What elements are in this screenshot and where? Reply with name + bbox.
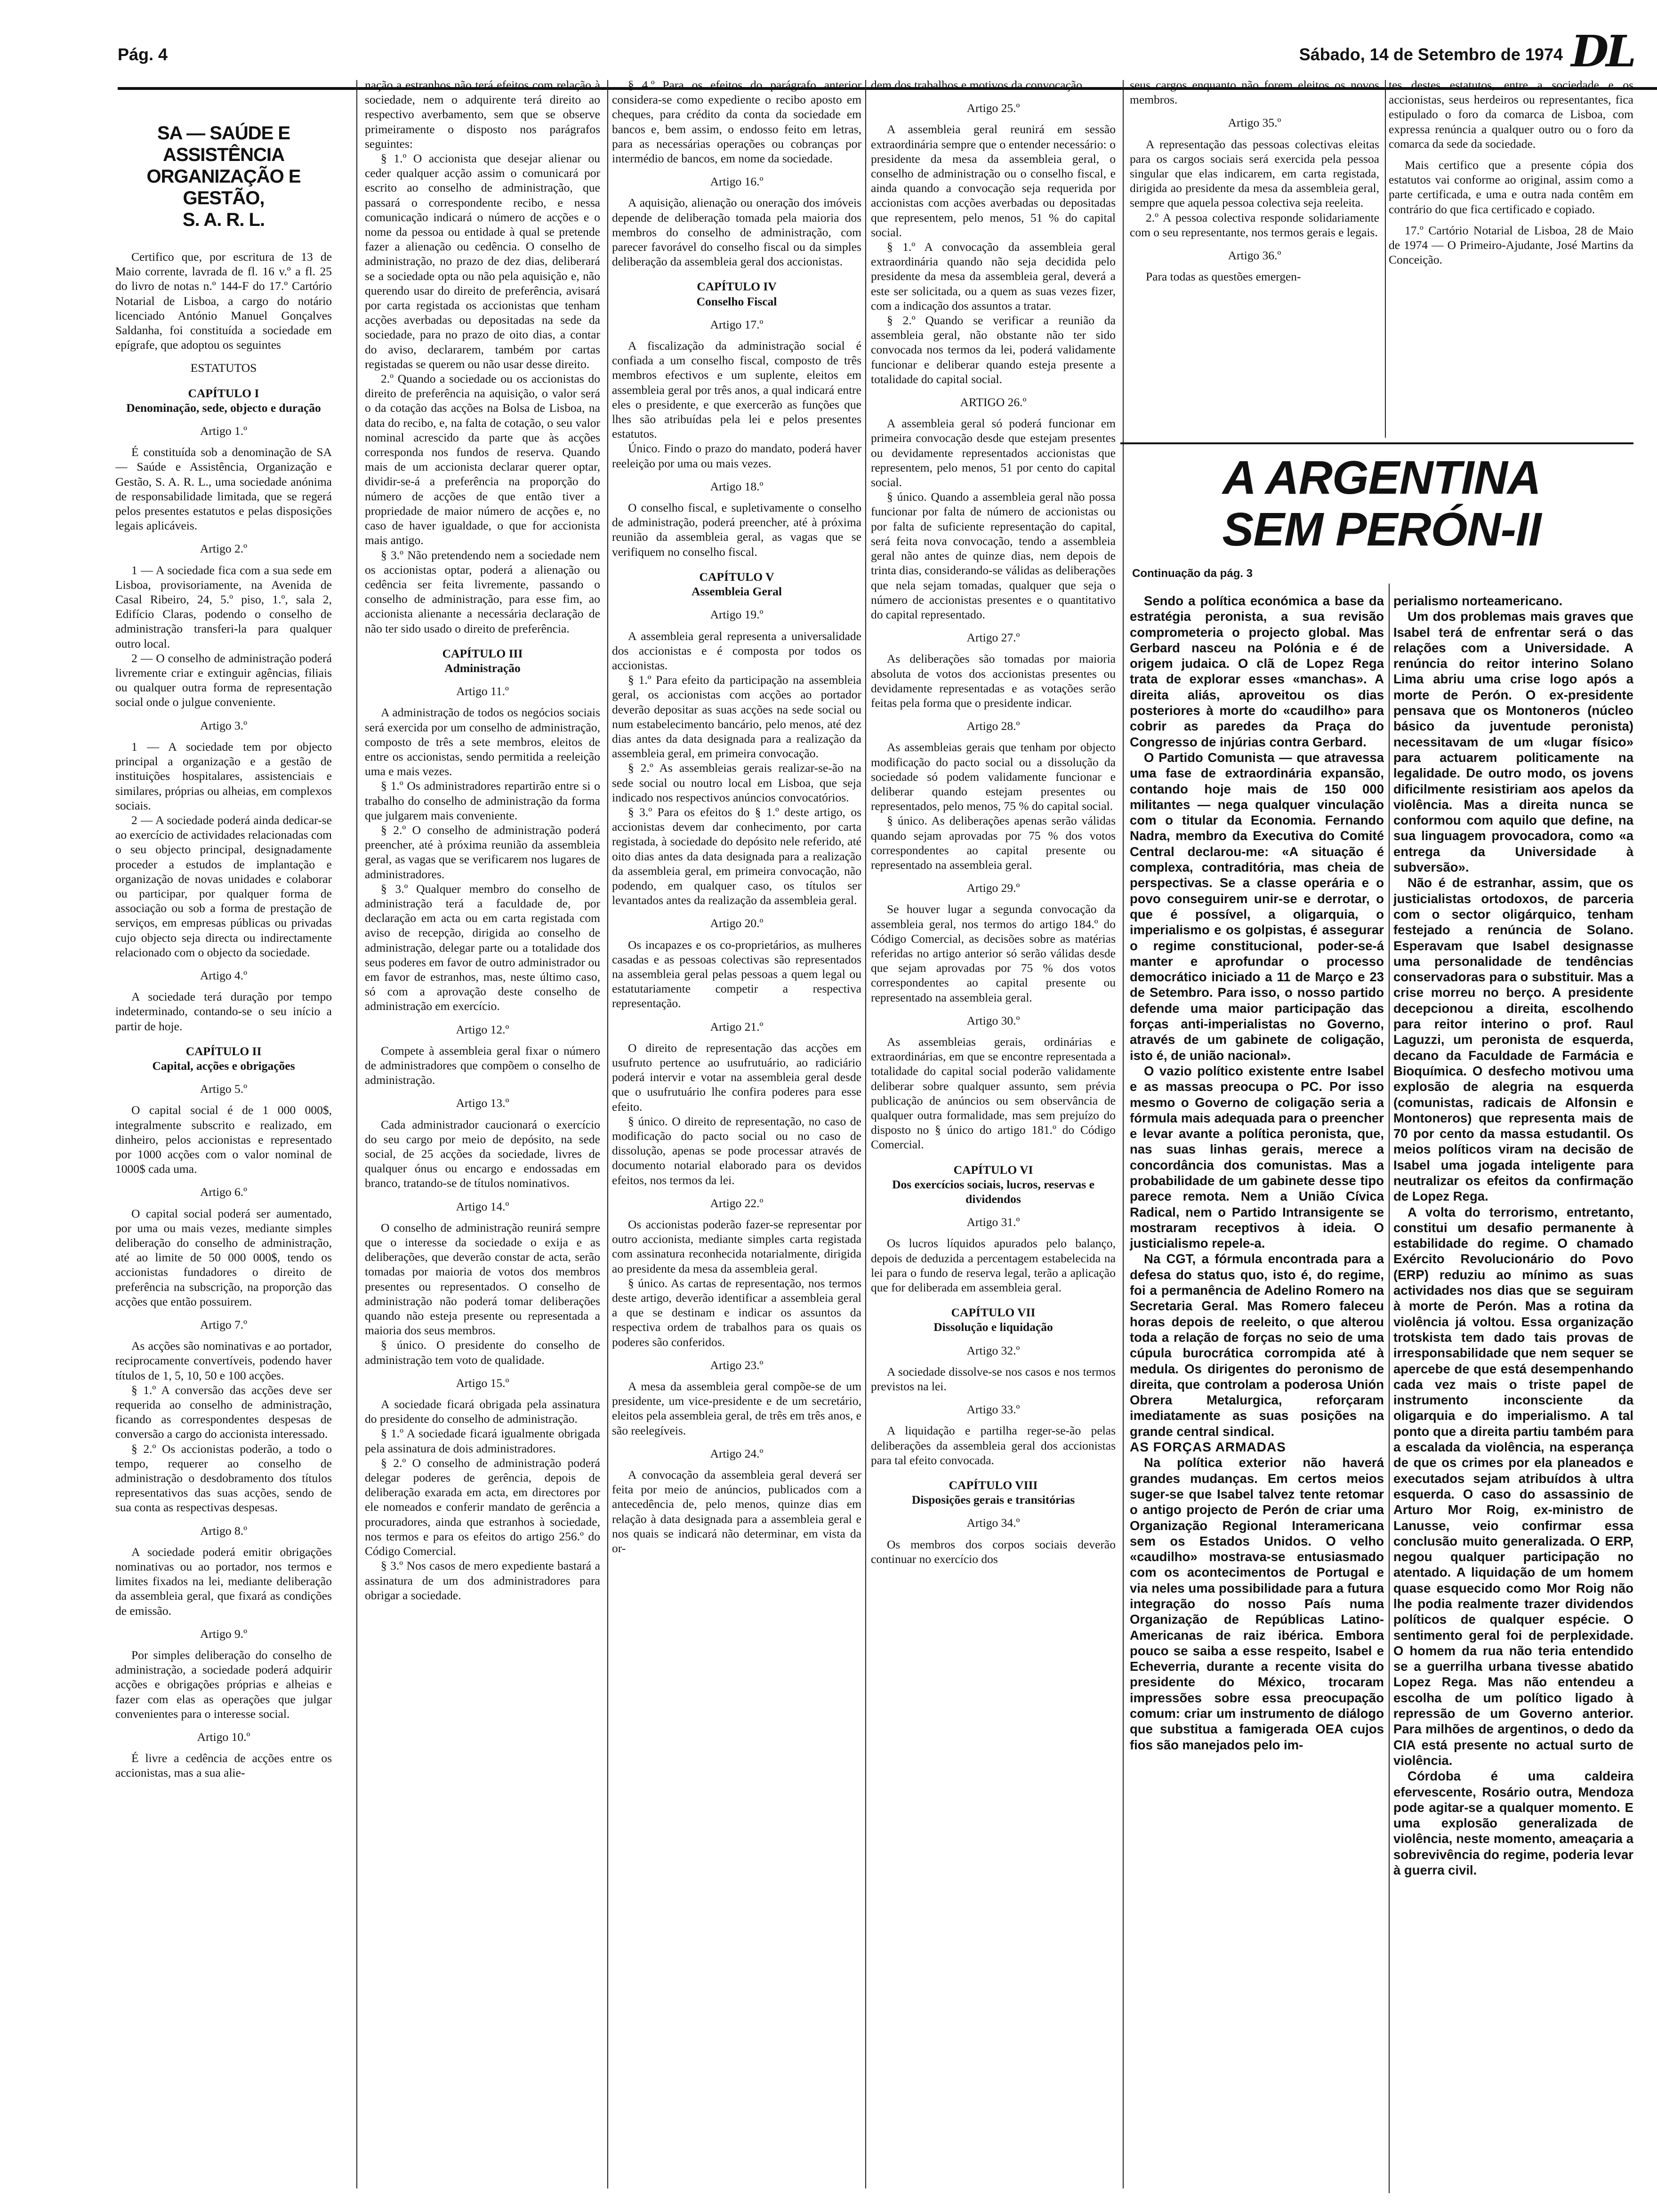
chapter-subtitle: Conselho Fiscal bbox=[696, 294, 777, 308]
article-text: Os membros dos corpos sociais deverão continuar no exercício dos bbox=[871, 1537, 1116, 1566]
article-paragraph: O vazio político existente entre Isabel e as massas preocupa o PC. Por isso mesmo o Governo de coligação seria a fórmula mais adequada para o preencher e levar avante a política peronista, que, nas suas linhas gerais, merece a concordância dos comunistas. Mas a probabilidade de um gabinete desse tipo parece remota. Nem a União Cívica Radical, nem o Partido Intransigente se mostraram receptivos à ideia. O justicialismo repele-a. bbox=[1130, 1063, 1384, 1251]
article-text: O direito de representação das acções em usufruto pertence ao usufrutuário, ao radiciário poderá intervir e votar na assembleia geral desde que o usufrutuário lhe confira poderes para esse efeito. bbox=[612, 1041, 861, 1114]
estatutos-heading: ESTATUTOS bbox=[190, 361, 257, 375]
article-paragraph: Não é de estranhar, assim, que os justicialistas ortodoxos, de parceria com o sector oligárquico, tenham festejado a renúncia de Solano. Esperavam que Isabel designasse uma personalidade de tendências conservadoras para o substituir. Mas a crise morreu no berço. A presidente decepcionou a direita, escolhendo para reitor interino o prof. Raul Laguzzi, um peronista de esquerda, decano da Faculdade de Farmácia e Bioquímica. O desfecho motivou uma explosão de alegria na esquerda (comunistas, radicais de Alfonsin e Montoneros) que representa mais de 70 por cento da massa estudantil. Os meios políticos viram na decisão de Isabel uma jogada inteligente para neutralizar os efeitos da confirmação de Lopez Rega. bbox=[1393, 875, 1633, 1204]
article-heading: Artigo 2.º bbox=[200, 542, 247, 556]
article-heading: Artigo 34.º bbox=[966, 1516, 1020, 1530]
article-heading: Artigo 35.º bbox=[1228, 116, 1281, 130]
article-text: Compete à assembleia geral fixar o número de administradores que compõem o conselho de administração. bbox=[365, 1043, 600, 1087]
article-text: § único. O presidente do conselho de administração tem voto de qualidade. bbox=[365, 1338, 600, 1367]
article-text: A sociedade poderá emitir obrigações nominativas ou ao portador, nos termos e limites fixados na lei, mediante deliberação da assembleia geral, que fixará as condições de emissão. bbox=[115, 1545, 332, 1618]
article-text: A liquidação e partilha reger-se-ão pelas deliberações da assembleia geral dos accionistas para tal efeito convocada. bbox=[871, 1424, 1116, 1467]
article-text: nação a estranhos não terá efeitos com relação à sociedade, nem o adquirente terá direito ao respectivo averbamento, sem que se observe primeiramente o disposto nos parágrafos seguintes: bbox=[365, 78, 600, 151]
article-text: As assembleias gerais que tenham por objecto modificação do pacto social ou a dissolução da sociedade só podem validamente funcionar e deliberar quando estejam presentes ou representados, pelo menos, 75 % do capital social. bbox=[871, 740, 1116, 813]
article-heading: Artigo 6.º bbox=[200, 1185, 247, 1199]
statutes-column-6 bbox=[1389, 78, 1633, 501]
chapter-subtitle: Administração bbox=[444, 661, 521, 675]
article-heading: Artigo 25.º bbox=[966, 101, 1020, 115]
article-text: O conselho de administração reunirá sempre que o interesse da sociedade o exija e as deliberações, que deverão constar de acta, serão tomadas por maioria de votos dos membros presentes ou representados. O conselho de administração não poderá tomar deliberações quando não esteja presente ou representada a maioria dos seus membros. bbox=[365, 1220, 600, 1338]
statutes-column-2 bbox=[365, 78, 600, 2186]
chapter-subtitle: Disposições gerais e transitórias bbox=[911, 1493, 1075, 1507]
article-text: § 1.º O accionista que desejar alienar ou ceder qualquer acção assim o comunicará por escrito ao conselho de administração, que passará o correspondente recibo, e nessa comunicação indicará o número de acções e o nome da pessoa ou entidade à qual se pretende fazer a alienação ou cedência. O conselho de administração, no prazo de dez dias, deliberará se a sociedade opta ou não pela aquisição e, não querendo usar do direito de preferência, avisará por carta registada os accionistas que tenham acções averbadas ou depositadas na sede da sociedade, para no prazo de oito dias, a contar do aviso, declararem, também por cartas registadas se querem ou não usar desse direito. bbox=[365, 152, 600, 371]
article-column-left bbox=[1130, 593, 1384, 2203]
article-text: As deliberações são tomadas por maioria absoluta de votos dos accionistas presentes ou devidamente representadas e as votações serão feitas pela forma que o presidente indicar. bbox=[871, 652, 1116, 710]
article-heading: Artigo 28.º bbox=[966, 719, 1020, 733]
article-text: As assembleias gerais, ordinárias e extraordinárias, em que se encontre representada a totalidade do capital social poderão validamente deliberar sobre qualquer assunto, sem prévia publicação de anúncios ou sem observância de qualquer outra formalidade, mas sem prejuízo do disposto no § único do artigo 181.º do Código Comercial. bbox=[871, 1034, 1116, 1152]
article-paragraph: Córdoba é uma caldeira efervescente, Rosário outra, Mendoza pode agitar-se a qualquer momento. E uma explosão generalizada de violência, neste momento, ameaçaria a sobrevivência do regime, poderia levar à guerra civil. bbox=[1393, 1769, 1633, 1878]
article-heading: Artigo 24.º bbox=[710, 1446, 764, 1460]
article-text: A mesa da assembleia geral compõe-se de um presidente, um vice-presidente e de um secretário, eleitos pela assembleia geral, de três em três anos, e são reelegíveis. bbox=[612, 1379, 861, 1437]
notary-signature: 17.º Cartório Notarial de Lisboa, 28 de Maio de 1974 — O Primeiro-Ajudante, José Martins da Conceição. bbox=[1389, 223, 1633, 267]
article-text: 2 — A sociedade poderá ainda dedicar-se ao exercício de actividades relacionadas com o seu objecto principal, designadamente proceder a estudos de implantação e organização de novas unidades e colaborar ou participar, por qualquer forma de associação ou sob a forma de prestação de serviços, em empresas públicas ou privadas cujo objecto seja directa ou indirectamente relacionado com o objecto da sociedade. bbox=[115, 813, 332, 959]
column-divider bbox=[1389, 584, 1390, 2193]
article-heading: Artigo 4.º bbox=[200, 968, 247, 982]
article-text: A assembleia geral representa a universalidade dos accionistas e é composta por todos os accionistas. bbox=[612, 629, 861, 672]
article-text: seus cargos enquanto não forem eleitos os novos membros. bbox=[1130, 78, 1379, 107]
chapter-subtitle: Dos exercícios sociais, lucros, reservas e dividendos bbox=[892, 1177, 1094, 1206]
column-divider bbox=[1385, 80, 1386, 438]
article-text: § 2.º O conselho de administração poderá preencher, até à próxima reunião da assembleia geral, as vagas que se verificarem nos lugares de administradores. bbox=[365, 823, 600, 881]
article-heading: Artigo 9.º bbox=[200, 1627, 247, 1641]
article-heading: Artigo 5.º bbox=[200, 1082, 247, 1096]
article-heading: Artigo 22.º bbox=[710, 1196, 764, 1210]
article-text: A representação das pessoas colectivas eleitas para os cargos sociais será exercida pela pessoa singular que elas indicarem, em carta registada, dirigida ao presidente da mesa da assembleia geral, sempre que aquela pessoa colectiva seja reeleita. bbox=[1130, 137, 1379, 210]
article-text: Mais certifico que a presente cópia dos estatutos vai conforme ao original, assim como a parte certificada, e uma e outra nada contêm em contrário do que fica certificado e copiado. bbox=[1389, 158, 1633, 216]
article-text: É constituída sob a denominação de SA — Saúde e Assistência, Organização e Gestão, S. A. R. L., uma sociedade anónima de responsabilidade limitada, que se regerá pelos presentes estatutos e pelas disposições legais aplicáveis. bbox=[115, 445, 332, 533]
article-text: § 3.º Qualquer membro do conselho de administração terá a faculdade de, por declaração em acta ou em carta registada com aviso de recepção, dirigida ao conselho de administração, delegar parte ou a totalidade dos seus poderes em favor de outro administrador ou em favor de estranhos, mas, neste último caso, só com a aprovação deste conselho de administração em exercício. bbox=[365, 882, 600, 1013]
article-heading: Artigo 17.º bbox=[710, 317, 764, 331]
article-paragraph: Na CGT, a fórmula encontrada para a defesa do status quo, isto é, do regime, foi a permanência de Adelino Romero na Secretaria Geral. Mas Romero faleceu horas depois de reeleito, o que alterou toda a relação de forças no seio de uma cúpula burocrática corrompida até à medula. Os dirigentes do peronismo de direita, que controlam a poderosa Unión Obrera Metalurgica, reforçaram imediatamente as suas posições na grande central sindical. bbox=[1130, 1251, 1384, 1439]
column-divider bbox=[607, 80, 608, 2188]
article-text: 2.º Quando a sociedade ou os accionistas do direito de preferência na aquisição, o valor será o da cotação das acções na Bolsa de Lisboa, na data do recibo, e, na falta de cotação, o seu valor nominal acrescido da parte que às acções corresponda nos fundos de reserva. Quando mais de um accionista declarar querer optar, dividir-se-á a preferência na proporção do número de acções de que então tiver a propriedade de maior número de acções e, no caso de haver igualdade, o que for accionista mais antigo. bbox=[365, 372, 600, 547]
chapter-heading: CAPÍTULO IV bbox=[697, 280, 777, 294]
article-text: § 2.º As assembleias gerais realizar-se-ão na sede social ou noutro local em Lisboa, que seja indicado nos respectivos anúncios convocatórios. bbox=[612, 761, 861, 804]
article-heading: Artigo 21.º bbox=[710, 1019, 764, 1034]
article-paragraph: A volta do terrorismo, entretanto, constitui um desafio permanente à estabilidade do regime. O chamado Exército Revolucionário do Povo (ERP) reduziu ao mínimo as suas actividades nos dias que se seguiram à morte de Perón. Mas a rotina da violência já voltou. Essa organização trotskista tem dado tais provas de irresponsabilidade que nem sequer se apercebe de que está desempenhando cada vez mais o triste papel de instrumento inconsciente da oligarquia e do imperialismo. A tal ponto que a direita partiu também para a escalada da violência, na esperança de que os crimes por ela planeados e executados sejam atribuídos à ultra esquerda. O caso do assassinio de Arturo Mor Roig, ex-ministro de Lanusse, veio confirmar essa conclusão muito generalizada. O ERP, negou qualquer participação no atentado. A liquidação de um homem quase esquecido como Mor Roig não lhe podia realmente trazer dividendos políticos de qualquer espécie. O sentimento geral foi de perplexidade. O homem da rua não teria entendido se a guerrilha urbana tivesse abatido Lopez Rega. Mas não entendeu a escolha de um político ligado à repressão de um Governo anterior. Para milhões de argentinos, o dedo da CIA está presente no actual surto de violência. bbox=[1393, 1204, 1633, 1768]
article-text: A sociedade ficará obrigada pela assinatura do presidente do conselho de administração. bbox=[365, 1397, 600, 1426]
article-text: Cada administrador caucionará o exercício do seu cargo por meio de depósito, na sede social, de 25 acções da sociedade, livres de qualquer ónus ou encargo e endossadas em branco, tratando-se de títulos nominativos. bbox=[365, 1117, 600, 1190]
article-heading: Artigo 19.º bbox=[710, 608, 764, 622]
article-heading: Artigo 18.º bbox=[710, 479, 764, 493]
article-text: § 4.º Para os efeitos do parágrafo anterior considera-se como expediente o recibo aposto em cheques, para crédito da conta da sociedade em bancos e, bem assim, o endosso feito em letras, para as necessárias operações ou cobranças por intermédio de bancos, em nome da sociedade. bbox=[612, 78, 861, 166]
article-text: § 1.º A convocação da assembleia geral extraordinária quando não seja decidida pelo presidente da mesa da assembleia geral, deverá a este ser solicitada, ou a quem as suas vezes fizer, com a indicação dos assuntos a tratar. bbox=[871, 240, 1116, 313]
article-text: Os lucros líquidos apurados pelo balanço, depois de deduzida a percentagem estabelecida na lei para o fundo de reserva legal, terão a aplicação que for deliberada em assembleia geral. bbox=[871, 1236, 1116, 1295]
article-text: As acções são nominativas e ao portador, reciprocamente convertíveis, podendo haver títulos de 1, 5, 10, 50 e 100 acções. bbox=[115, 1339, 332, 1382]
article-text: O capital social poderá ser aumentado, por uma ou mais vezes, mediante simples deliberação do conselho de administração, até ao limite de 50 000 000$, tendo os accionistas fundadores o direito de preferência na subscrição, na proporção das acções que então possuirem. bbox=[115, 1206, 332, 1308]
article-paragraph: Sendo a política económica a base da estratégia peronista, a sua revisão comprometeria o projecto global. Mas Gerbard nasceu na Polónia e é de origem judaica. O clã de Lopez Rega trata de explorar esses «manchas». A direita aliás, aproveitou os dias posteriores à morte do «caudilho» para cobrir as paredes da Praça do Congresso de injúrias contra Gerbard. bbox=[1130, 593, 1384, 749]
statutes-column-5 bbox=[1130, 78, 1379, 464]
article-text: § 3.º Nos casos de mero expediente bastará a assinatura de um dos administradores para obrigar a sociedade. bbox=[365, 1559, 600, 1602]
chapter-heading: CAPÍTULO VII bbox=[951, 1306, 1036, 1320]
article-heading: Artigo 8.º bbox=[200, 1523, 247, 1538]
article-heading: Artigo 23.º bbox=[710, 1358, 764, 1372]
continuation-note: Continuação da pág. 3 bbox=[1132, 567, 1253, 580]
chapter-heading: CAPÍTULO I bbox=[188, 386, 259, 400]
intro-text: Certifico que, por escritura de 13 de Maio corrente, lavrada de fl. 16 v.º a fl. 25 do livro de notas n.º 144-F do 17.º Cartório Notarial de Lisboa, a cargo do notário licenciado António Manuel Gonçalves Saldanha, foi constituída a sociedade em epígrafe, que adoptou os seguintes bbox=[115, 250, 332, 352]
article-text: Os incapazes e os co-proprietários, as mulheres casadas e as pessoas colectivas são representados na assembleia geral pelas pessoas a quem legal ou estatutariamente competir a respectiva representação. bbox=[612, 938, 861, 1010]
article-text: § único. As deliberações apenas serão válidas quando sejam aprovadas por 75 % dos votos correspondentes ao capital presente ou representado na assembleia geral. bbox=[871, 814, 1116, 872]
chapter-subtitle: Capital, acções e obrigações bbox=[152, 1058, 295, 1073]
article-text: § 2.º Os accionistas poderão, a todo o tempo, requerer ao conselho de administração o desdobramento dos títulos representativos das suas acções, sendo de sua conta as respectivas despesas. bbox=[115, 1442, 332, 1515]
article-heading: Artigo 16.º bbox=[710, 175, 764, 189]
article-heading: Artigo 13.º bbox=[456, 1096, 509, 1110]
article-text: Para todas as questões emergen- bbox=[1146, 270, 1301, 284]
article-heading: Artigo 20.º bbox=[710, 916, 764, 930]
article-heading: Artigo 31.º bbox=[966, 1215, 1020, 1229]
article-text: § 2.º Quando se verificar a reunião da assembleia geral, não obstante não ter sido convocada nos termos da lei, poderá validamente funcionar e deliberar quando esteja presente a totalidade do capital social. bbox=[871, 313, 1116, 386]
article-text: A fiscalização da administração social é confiada a um conselho fiscal, composto de três membros efectivos e um suplente, eleitos em assembleia geral por três anos, a qual indicará entre eles o presidente, e que exercerão as funções que lhes são atribuídas pela lei e pelos presentes estatutos. bbox=[612, 339, 861, 441]
article-heading: Artigo 3.º bbox=[200, 718, 247, 732]
title-line: SA — SAÚDE E ASSISTÊNCIA bbox=[157, 123, 290, 165]
headline bbox=[1130, 452, 1633, 555]
issue-date: Sábado, 14 de Setembro de 1974 bbox=[1299, 45, 1563, 64]
column-divider bbox=[1123, 80, 1124, 2188]
article-text: O conselho fiscal, e supletivamente o conselho de administração, poderá preencher, até à próxima reunião da assembleia geral, as vagas que se verifiquem no conselho fiscal. bbox=[612, 501, 861, 559]
statutes-column-1 bbox=[115, 78, 332, 2186]
newspaper-logo: DL bbox=[1571, 26, 1633, 77]
column-divider bbox=[865, 80, 866, 2188]
article-text: § 1.º Para efeito da participação na assembleia geral, os accionistas com acções ao portador deverão depositar as suas acções na sede social ou num estabelecimento bancário, pelo menos, até dez dias antes da data designada para a realização da assembleia geral, em primeira convocação. bbox=[612, 673, 861, 761]
statutes-column-3 bbox=[612, 78, 861, 2186]
article-text: A assembleia geral reunirá em sessão extraordinária sempre que o entender necessário: o presidente da mesa da assembleia geral, o conselho de administração ou o conselho fiscal, e ainda quando a convocação seja requerida por accionistas com acções averbadas ou depositadas que representem, pelo menos, 51 % do capital social. bbox=[871, 122, 1116, 239]
article-heading: Artigo 33.º bbox=[966, 1403, 1020, 1417]
article-heading: Artigo 14.º bbox=[456, 1199, 509, 1213]
article-text: § 3.º Para os efeitos do § 1.º deste artigo, os accionistas devem dar conhecimento, por carta registada, à sociedade do depósito nele referido, até oito dias antes da data designada para a realização da assembleia geral, em primeira convocação, não podendo, em qualquer caso, os títulos ser levantados antes da realização da assembleia geral. bbox=[612, 805, 861, 907]
article-text: § 1.º A conversão das acções deve ser requerida ao conselho de administração, ficando as correspondentes despesas de conversão a cargo do accionista interessado. bbox=[115, 1383, 332, 1441]
statutes-title bbox=[115, 122, 332, 231]
article-text: Único. Findo o prazo do mandato, poderá haver reeleição por uma ou mais vezes. bbox=[612, 441, 861, 470]
article-heading: ARTIGO 26.º bbox=[960, 395, 1027, 409]
article-heading: Artigo 29.º bbox=[966, 881, 1020, 895]
chapter-heading: CAPÍTULO II bbox=[185, 1044, 262, 1058]
article-paragraph: Na política exterior não haverá grandes mudanças. Em certos meios suger-se que Isabel talvez tente retomar o antigo projecto de Perón de criar uma Organização Regional Interamericana sem os Estados Unidos. O velho «caudilho» mostrava-se entusiasmado com os acontecimentos de Portugal e via neles uma possibilidade para a futura integração do nosso País numa Organização de Repúblicas Latino-Americanas de raiz ibérica. Embora pouco se saiba a esse respeito, Isabel e Echeverria, durante a recente visita do presidente do México, trocaram impressões sobre essa preocupação comum: criar um instrumento de diálogo que substitua a famigerada OEA cujos fios são manejados pelo im- bbox=[1130, 1455, 1384, 1752]
article-text: § 2.º O conselho de administração poderá delegar poderes de gerência, depois de deliberação exarada em acta, em directores por ele nomeados e conferir mandato de gerência a procuradores, ainda que estranhos à sociedade, nos termos e para os efeitos do artigo 256.º do Código Comercial. bbox=[365, 1456, 600, 1558]
title-line: ORGANIZAÇÃO E GESTÃO, bbox=[146, 166, 301, 208]
chapter-heading: CAPÍTULO V bbox=[699, 569, 774, 584]
article-heading: Artigo 11.º bbox=[456, 684, 509, 698]
article-text: Os accionistas poderão fazer-se representar por outro accionista, mediante simples carta registada com assinatura reconhecida notarialmente, dirigida ao presidente da mesa da assembleia geral. bbox=[612, 1218, 861, 1275]
article-text: A sociedade terá duração por tempo indeterminado, contando-se o seu início a partir de hoje. bbox=[115, 990, 332, 1033]
article-heading: Artigo 36.º bbox=[1228, 248, 1281, 263]
article-text: A convocação da assembleia geral deverá ser feita por meio de anúncios, publicados com a antecedência de, pelo menos, quinze dias em relação à data designada para a assembleia geral e nos quais se indicará não determinar, em vista da or- bbox=[612, 1468, 861, 1555]
article-text: § 1.º A sociedade ficará igualmente obrigada pela assinatura de dois administradores. bbox=[365, 1427, 600, 1455]
article-text: § único. O direito de representação, no caso de modificação do pacto social ou no caso de dissolução, apenas se pode processar através de documento notarial elaborado para os devidos efeitos, nos termos da lei. bbox=[612, 1114, 861, 1187]
article-text: A assembleia geral só poderá funcionar em primeira convocação desde que estejam presentes ou devidamente representados accionistas que representem, pelo menos, 51 por cento do capital social. bbox=[871, 417, 1116, 489]
article-heading: Artigo 30.º bbox=[966, 1013, 1020, 1027]
article-text: Se houver lugar a segunda convocação da assembleia geral, nos termos do artigo 184.º do Código Comercial, as decisões sobre as matérias referidas no artigo anterior só serão válidas desde que sejam aprovadas por 75 % dos votos correspondentes ao capital presente ou representado na assembleia geral. bbox=[871, 902, 1116, 1004]
article-text: 1 — A sociedade fica com a sua sede em Lisboa, provisoriamente, na Avenida de Casal Ribeiro, 24, 5.º piso, 1.º, sala 2, Edifício Claras, podendo o conselho de administração transferi-la para qualquer outro local. bbox=[115, 563, 332, 650]
article-text: 1 — A sociedade tem por objecto principal a organização e a gestão de instituições hospitalares, assistenciais e similares, próprias ou alheias, em complexos sociais. bbox=[115, 739, 332, 812]
statutes-column-4 bbox=[871, 78, 1116, 2186]
chapter-subtitle: Denominação, sede, objecto e duração bbox=[126, 401, 321, 415]
article-text: dem dos trabalhos e motivos da convocação. bbox=[871, 78, 1086, 92]
chapter-heading: CAPÍTULO VIII bbox=[949, 1478, 1038, 1492]
column-divider bbox=[356, 80, 357, 2188]
chapter-subtitle: Assembleia Geral bbox=[692, 585, 782, 599]
page-header bbox=[42, 26, 1633, 78]
article-text: § único. Quando a assembleia geral não possa funcionar por falta de número de accionistas ou por falta de suficiente representação do capital, será feita nova convocação, tendo a assembleia geral não antes de quinze dias, nem depois de trinta dias, considerando-se válidas as deliberações que nela sejam tomadas, qualquer que seja o número de accionistas presentes e o quantitativo do capital representado. bbox=[871, 490, 1116, 621]
article-heading: Artigo 7.º bbox=[200, 1318, 247, 1331]
article-paragraph: Um dos problemas mais graves que Isabel terá de enfrentar será o das relações com a Universidade. A renúncia do reitor interino Solano Lima abriu uma crise logo após a morte de Perón. O ex-presidente pensava que os Montoneros (núcleo básico da juventude peronista) necessitavam de um «lugar físico» para actuarem politicamente na legalidade. De outro modo, os jovens dificilmente resistiriam aos apelos da violência. Mas a direita nunca se conformou com aquilo que define, na sua linguagem provocadora, como «a entrega da Universidade à subversão». bbox=[1393, 609, 1633, 875]
article-text: 2 — O conselho de administração poderá livremente criar e extinguir agências, filiais ou qualquer outra forma de representação social onde o julgue conveniente. bbox=[115, 651, 332, 709]
article-text: A administração de todos os negócios sociais será exercida por um conselho de administração, composto de três a sete membros, eleitos de entre os accionistas, sendo permitida a reeleição uma e mais vezes. bbox=[365, 705, 600, 778]
article-text: § 1.º Os administradores repartirão entre si o trabalho do conselho de administração da forma que julgarem mais conveniente. bbox=[365, 779, 600, 822]
article-text: Por simples deliberação do conselho de administração, a sociedade poderá adquirir acções e obrigações próprias e alheias e fazer com elas as operações que julgar convenientes para o interesse social. bbox=[115, 1648, 332, 1721]
article-text: É livre a cedência de acções entre os accionistas, mas a sua alie- bbox=[115, 1751, 332, 1780]
headline-line: SEM PERÓN-II bbox=[1222, 503, 1541, 556]
title-line: S. A. R. L. bbox=[182, 209, 265, 230]
page-number: Pág. 4 bbox=[118, 45, 168, 64]
article-paragraph: O Partido Comunista — que atravessa uma fase de extraordinária expansão, contando hoje mais de 150 000 militantes — nega qualquer vinculação com o titular da Economia. Fernando Nadra, membro da Executiva do Comité Central declarou-me: «A situação é complexa, contraditória, mas cheia de perspectivas. Se a classe operária e o povo conseguirem unir-se e derrotar, o que é possível, a oligarquia, o imperialismo e os golpistas, é assegurar o regime constitucional, poder-se-á manter e aprofundar o processo democrático iniciado a 11 de Março e 23 de Setembro. Para isso, o nosso partido defende uma maior participação das forças anti-imperialistas no Governo, através de um gabinete de coligação, isto é, de união nacional». bbox=[1130, 750, 1384, 1063]
article-column-right bbox=[1393, 593, 1633, 2203]
article-text: § 3.º Não pretendendo nem a sociedade nem os accionistas optar, poderá a alienação ou cedência ser feita livremente, passando o conselho de administração, para esse fim, ao accionista alienante a necessária declaração de não ter sido usado o direito de preferência. bbox=[365, 548, 600, 635]
article-heading: Artigo 32.º bbox=[966, 1343, 1020, 1357]
article-text: tes destes estatutos, entre a sociedade e os accionistas, seus herdeiros ou representantes, fica estipulado o foro da comarca de Lisboa, com expressa renúncia a qualquer outro ou o foro da comarca da sede da sociedade. bbox=[1389, 78, 1633, 151]
headline-line: A ARGENTINA bbox=[1222, 451, 1541, 504]
article-heading: Artigo 15.º bbox=[456, 1376, 509, 1390]
article-heading: Artigo 10.º bbox=[197, 1730, 250, 1744]
article-text: § único. As cartas de representação, nos termos deste artigo, deverão identificar a assembleia geral a que se destinam e indicar os assuntos da respectiva ordem de trabalhos para os quais os poderes são conferidos. bbox=[612, 1276, 861, 1349]
chapter-subtitle: Dissolução e liquidação bbox=[933, 1320, 1053, 1334]
article-text: A aquisição, alienação ou oneração dos imóveis depende de deliberação tomada pela maioria dos membros do conselho de administração, com parecer favorável do conselho fiscal ou da simples deliberação da assembleia geral dos accionistas. bbox=[612, 196, 861, 269]
section-subhead: AS FORÇAS ARMADAS bbox=[1130, 1440, 1286, 1455]
article-heading: Artigo 27.º bbox=[966, 631, 1020, 645]
article-text: O capital social é de 1 000 000$, integralmente subscrito e realizado, em dinheiro, pelos accionistas e representado por 1000 acções com o valor nominal de 1000$ cada uma. bbox=[115, 1103, 332, 1176]
article-heading: Artigo 1.º bbox=[200, 424, 247, 438]
article-text: A sociedade dissolve-se nos casos e nos termos previstos na lei. bbox=[871, 1364, 1116, 1394]
article-paragraph: perialismo norteamericano. bbox=[1393, 593, 1563, 608]
chapter-heading: CAPÍTULO VI bbox=[953, 1162, 1033, 1177]
article-heading: Artigo 12.º bbox=[456, 1022, 509, 1036]
chapter-heading: CAPÍTULO III bbox=[442, 646, 523, 660]
article-text: 2.º A pessoa colectiva responde solidariamente com o seu representante, nos termos gerais e legais. bbox=[1130, 210, 1379, 239]
article-divider bbox=[1120, 442, 1633, 444]
